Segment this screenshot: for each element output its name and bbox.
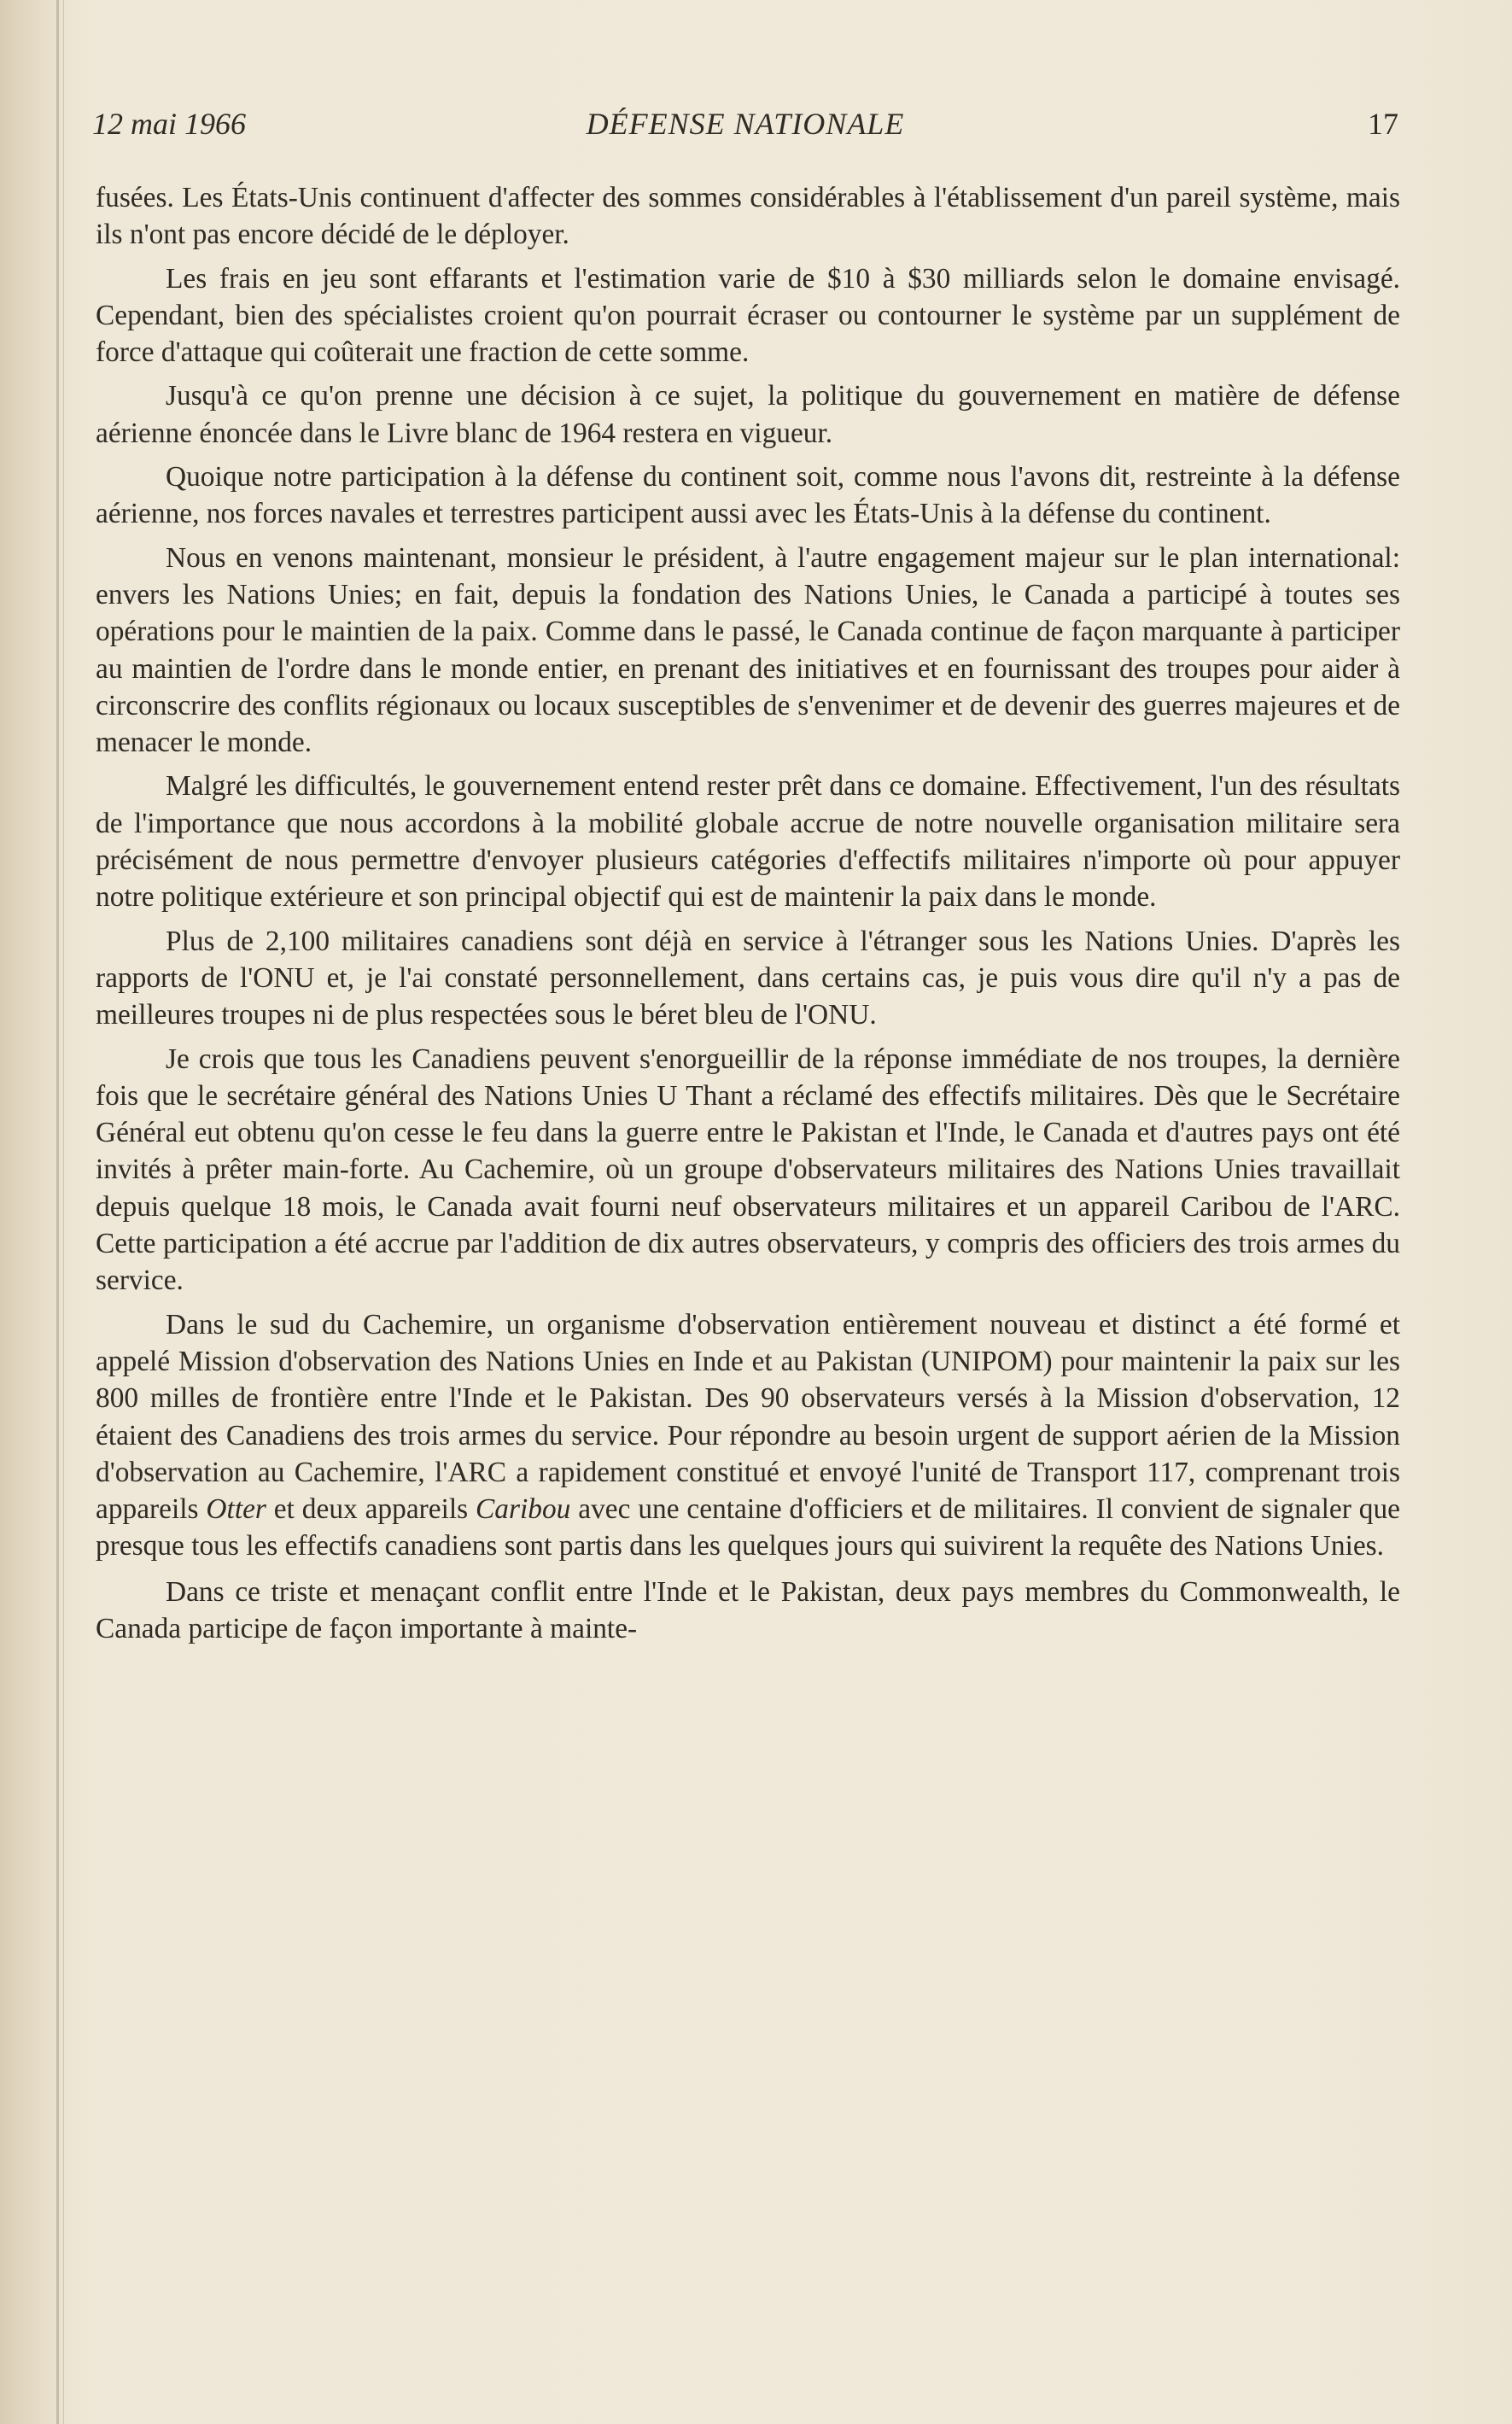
spine-shadow-inner	[63, 0, 64, 2424]
paragraph: Malgré les difficultés, le gouvernement entend rester prêt dans ce domaine. Effectivement, l'un des résultats de l'importance que nous accordons à la mobilité globale accrue de notre nouvelle organisation militaire sera précisément de nous permettre d'envoyer plusieurs catégories d'effectifs militaires n'importe où pour appuyer notre politique extérieure et son principal objectif qui est de maintenir la paix dans le monde.	[96, 770, 1400, 914]
paragraph-unipom	[96, 1306, 1400, 1565]
paragraph: Plus de 2,100 militaires canadiens sont déjà en service à l'étranger sous les Nations Unies. D'après les rapports de l'ONU et, je l'ai constaté personnellement, dans certains cas, je puis vous dire qu'il n'y a pas de meilleures troupes ni de plus respectées sous le béret bleu de l'ONU.	[96, 925, 1400, 1031]
page-number: 17	[1368, 107, 1398, 141]
header-title: DÉFENSE NATIONALE	[586, 107, 905, 141]
header-date: 12 mai 1966	[92, 107, 246, 141]
paragraph: Quoique notre participation à la défense du continent soit, comme nous l'avons dit, restreinte à la défense aérienne, nos forces navales et terrestres participent aussi avec les États-Unis à la défense du continent.	[96, 461, 1400, 530]
paragraph-unipom-part1: Dans le sud du Cachemire, un organisme d'observation entièrement nouveau et distinct a été formé et appelé Mission d'observation des Nations Unies en Inde et au Pakistan (UNIPOM) pour maintenir la paix sur les 800 milles de frontière entre l'Inde et le Pakistan. Des 90 observateurs versés à la Mission d'observation, 12 étaient des Canadiens des trois armes du service. Pour répondre au besoin urgent de support aérien de la Mission d'observation au Cachemire, l'ARC a rapidement constitué et envoyé l'unité de Transport 117, comprenant trois appareils	[96, 1308, 1400, 1526]
body-text	[96, 179, 1400, 1654]
paragraph: Je crois que tous les Canadiens peuvent s'enorgueillir de la réponse immédiate de nos troupes, la dernière fois que le secrétaire général des Nations Unies U Thant a réclamé des effectifs militaires. Dès que le Secrétaire Général eut obtenu qu'on cesse le feu dans la guerre entre le Pakistan et l'Inde, le Canada et d'autres pays ont été invités à prêter main-forte. Au Cachemire, où un groupe d'observateurs militaires des Nations Unies travaillait depuis quelque 18 mois, le Canada avait fourni neuf observateurs militaires et un appareil Caribou de l'ARC. Cette participation a été accrue par l'addition de dix autres observateurs, y compris des officiers des trois armes du service.	[96, 1043, 1400, 1297]
paragraph: Nous en venons maintenant, monsieur le président, à l'autre engagement majeur sur le plan international: envers les Nations Unies; en fait, depuis la fondation des Nations Unies, le Canada a participé à toutes ses opérations pour le maintien de la paix. Comme dans le passé, le Canada continue de façon marquante à participer au maintien de l'ordre dans le monde entier, en prenant des initiatives et en fournissant des troupes pour aider à circonscrire des conflits régionaux ou locaux susceptibles de s'envenimer et de devenir des guerres majeures et de menacer le monde.	[96, 541, 1400, 759]
aircraft-caribou: Caribou	[476, 1493, 571, 1526]
aircraft-otter: Otter	[206, 1493, 266, 1526]
running-header	[92, 106, 1398, 147]
paragraph: fusées. Les États-Unis continuent d'affecter des sommes considérables à l'établissement d'un pareil système, mais ils n'ont pas encore décidé de le déployer.	[96, 182, 1400, 251]
paragraph-unipom-part2: et deux appareils	[266, 1493, 476, 1526]
paragraph: Les frais en jeu sont effarants et l'estimation varie de $10 à $30 milliards selon le domaine envisagé. Cependant, bien des spécialistes croient qu'on pourrait écraser ou contourner le système par un supplément de force d'attaque qui coûterait une fraction de cette somme.	[96, 262, 1400, 369]
spine-shadow	[56, 0, 59, 2424]
paragraph: Dans ce triste et menaçant conflit entre l'Inde et le Pakistan, deux pays membres du Commonwealth, le Canada participe de façon importante à mainte-	[96, 1575, 1400, 1644]
paragraph: Jusqu'à ce qu'on prenne une décision à ce sujet, la politique du gouvernement en matière de défense aérienne énoncée dans le Livre blanc de 1964 restera en vigueur.	[96, 380, 1400, 449]
paragraph-unipom-part3: avec une centaine d'officiers et de militaires. Il convient de signaler que presque tous les effectifs canadiens sont partis dans les quelques jours qui suivirent la requête des Nations Unies.	[96, 1493, 1400, 1562]
